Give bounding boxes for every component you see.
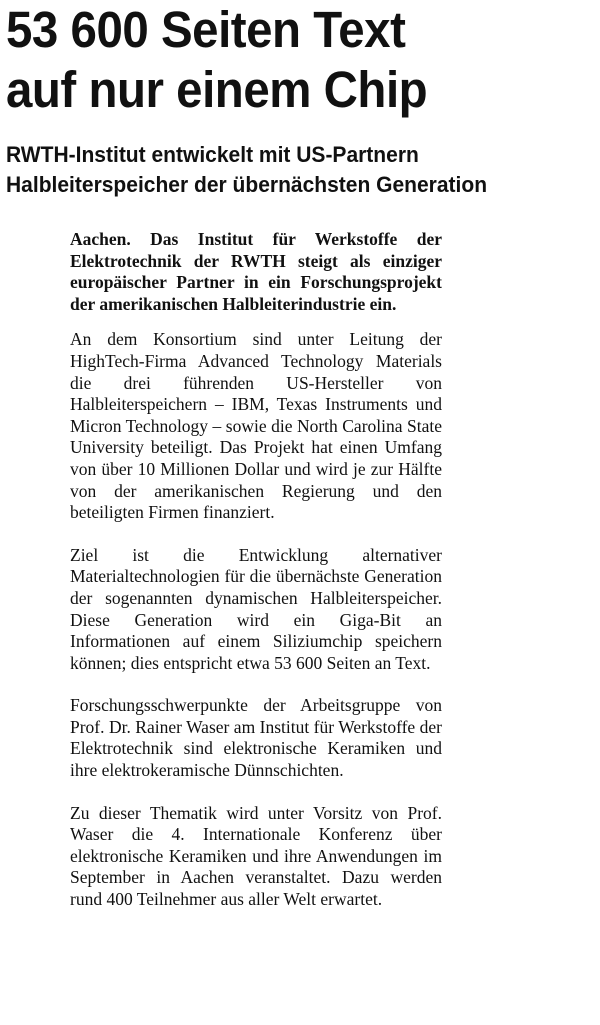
article-body: [70, 229, 442, 932]
subheadline: [6, 140, 598, 200]
paragraph-research-focus: Forschungsschwerpunkte der Arbeitsgruppe von Prof. Dr. Rainer Waser am Institut für Werkstoffe der Elektrotechnik sind elektronische Keramiken und ihre elektrokeramische Dünnschichten.: [70, 695, 442, 781]
subheadline-line-1: RWTH-Institut entwickelt mit US-Partnern: [6, 142, 419, 167]
paragraph-conference: Zu dieser Thematik wird unter Vorsitz von Prof. Waser die 4. Internationale Konferenz über elektronische Keramiken und ihre Anwendungen im September in Aachen veranstaltet. Dazu werden rund 400 Teilnehmer aus aller Welt erwartet.: [70, 802, 442, 910]
headline-line-1: 53 600 Seiten Text: [6, 1, 406, 58]
headline-line-2: auf nur einem Chip: [6, 61, 428, 118]
subheadline-line-2: Halbleiterspeicher der übernächsten Generation: [6, 172, 488, 197]
headline: [6, 0, 558, 120]
paragraph-goal: Ziel ist die Entwicklung alternativer Materialtechnologien für die übernächste Generation der sogenannten dynamischen Halbleiterspeicher. Diese Generation wird ein Giga-Bit an Informationen auf einem Siliziumchip speichern können; dies entspricht etwa 53 600 Seiten an Text.: [70, 544, 442, 673]
paragraph-consortium: An dem Konsortium sind unter Leitung der HighTech-Firma Advanced Technology Materials die drei führenden US-Hersteller von Halbleiterspeichern – IBM, Texas Instruments und Micron Technology – sowie die North Carolina State University beteiligt. Das Projekt hat einen Umfang von über 10 Millionen Dollar und wird je zur Hälfte von der amerikanischen Regierung und den beteiligten Firmen finanziert.: [70, 329, 442, 523]
lead-paragraph: Aachen. Das Institut für Werkstoffe der Elektrotechnik der RWTH steigt als einziger europäischer Partner in ein Forschungsprojekt der amerikanischen Halbleiterindustrie ein.: [70, 229, 442, 314]
